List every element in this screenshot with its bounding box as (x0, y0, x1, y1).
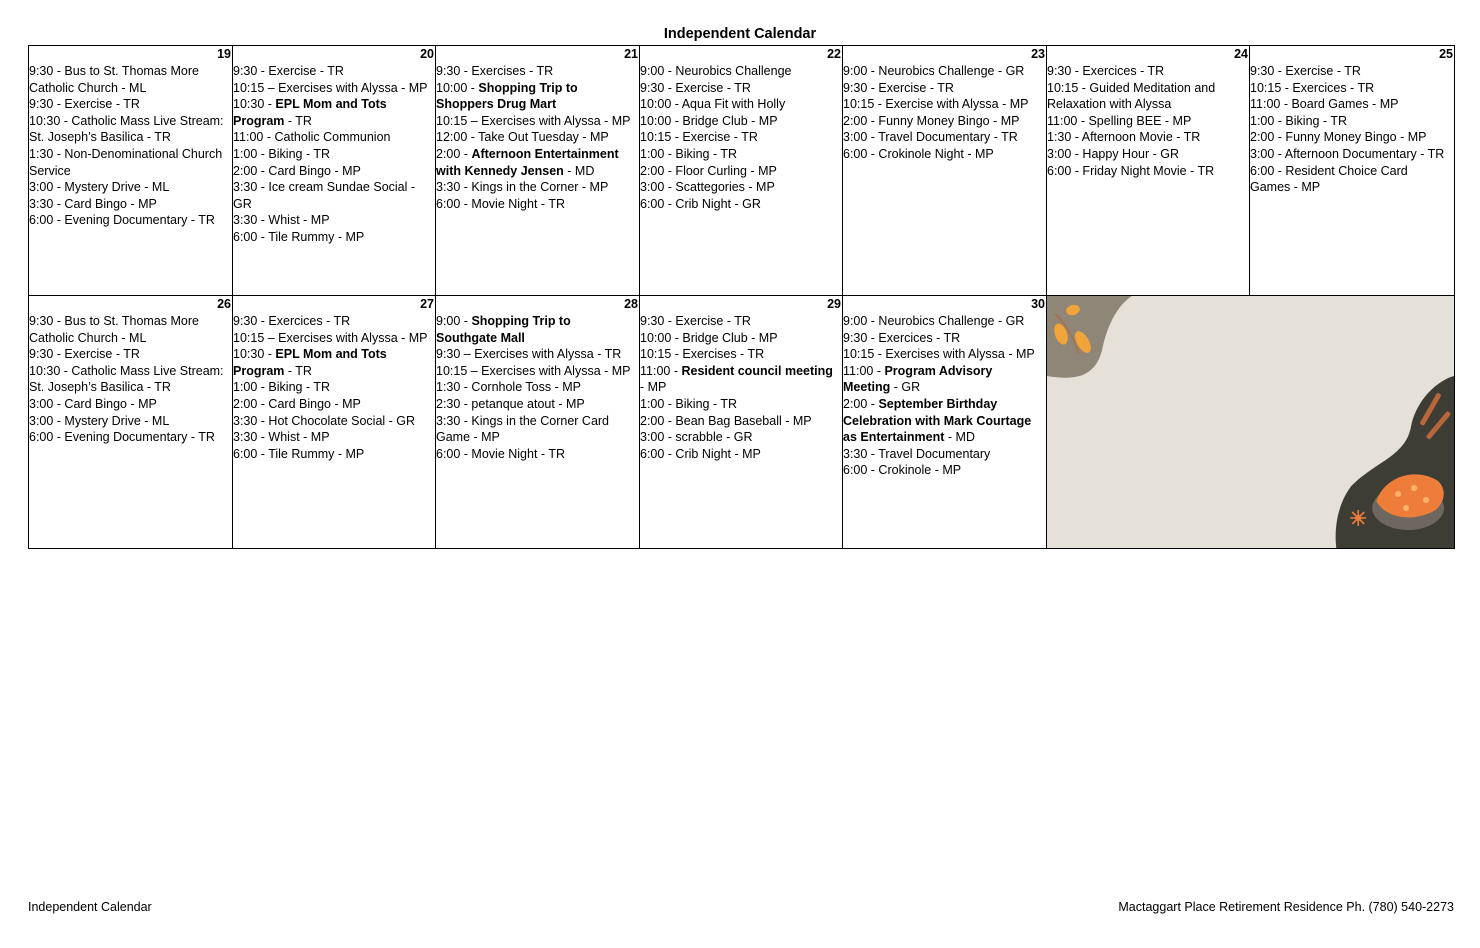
event-text: 9:30 - Exercices - TR (1047, 64, 1165, 78)
event-item (233, 212, 435, 229)
event-text: 1:00 - Biking - TR (233, 380, 331, 395)
event-highlight: Shopping Trip to Shoppers Drug Mart (436, 80, 578, 112)
day-cell (233, 46, 436, 296)
event-text: 9:30 - Exercises - TR (436, 64, 554, 78)
event-text: 6:00 - Crokinole - MP (843, 463, 962, 478)
event-text: - MD (944, 430, 975, 445)
event-item (1047, 80, 1249, 113)
event-item (640, 413, 842, 430)
event-text: 2:00 - (843, 396, 879, 411)
event-text: 9:30 - Exercise - TR (29, 347, 140, 362)
event-text: 3:00 - Travel Documentary - TR (843, 130, 1018, 145)
event-item (233, 429, 435, 446)
event-text: 1:30 - Cornhole Toss - MP (436, 380, 581, 395)
event-item (640, 129, 842, 146)
event-text: 10:15 – Exercises with Alyssa - MP (233, 330, 428, 345)
event-text: 6:00 - Resident Choice Card Games - MP (1250, 163, 1408, 195)
event-text: 10:15 - Exercises with Alyssa - MP (843, 347, 1035, 362)
event-item (640, 446, 842, 463)
event-item (640, 196, 842, 213)
footer-left-text: Independent Calendar (28, 900, 152, 914)
calendar-title: Independent Calendar (663, 26, 817, 42)
event-item (436, 379, 639, 396)
event-text: 3:30 - Kings in the Corner Card Game - MP (436, 413, 610, 445)
event-item (1047, 129, 1249, 146)
event-text: 10:15 - Guided Meditation and Relaxation with Alyssa (1047, 80, 1216, 112)
event-item (640, 346, 842, 363)
event-text: 3:00 - Happy Hour - GR (1047, 146, 1179, 161)
event-text: 10:15 – Exercises with Alyssa - MP (436, 113, 631, 128)
event-text: 11:00 - Spelling BEE - MP (1047, 113, 1192, 128)
event-item (436, 313, 639, 346)
event-item (233, 96, 435, 129)
event-item (640, 313, 842, 330)
event-item (233, 163, 435, 180)
event-text: 3:30 - Hot Chocolate Social - GR (233, 413, 416, 428)
event-item (640, 429, 842, 446)
event-text: 1:00 - Biking - TR (233, 146, 331, 161)
event-item (29, 146, 232, 179)
event-text: 3:30 - Whist - MP (233, 213, 330, 228)
event-item (843, 462, 1046, 479)
day-cell (29, 296, 233, 549)
event-item (29, 396, 232, 413)
event-item (29, 346, 232, 363)
event-item (233, 80, 435, 97)
event-text: 3:30 - Ice cream Sundae Social - GR (233, 180, 416, 211)
event-text: 3:00 - Afternoon Documentary - TR (1250, 146, 1445, 161)
event-text: 10:15 – Exercises with Alyssa - MP (233, 80, 428, 95)
event-text: 3:00 - Scattegories - MP (640, 180, 775, 195)
event-highlight: Resident council meeting (681, 363, 833, 378)
event-text: 6:00 - Crokinole Night - MP (843, 146, 994, 161)
event-text: 1:00 - Biking - TR (640, 396, 738, 411)
event-text: 10:00 - Aqua Fit with Holly (640, 97, 786, 112)
event-item (29, 363, 232, 396)
event-item (1047, 63, 1249, 80)
event-item (233, 379, 435, 396)
event-text: - TR (284, 363, 312, 378)
event-item (1047, 163, 1249, 180)
event-item (436, 80, 639, 113)
event-text: 6:00 - Evening Documentary - TR (29, 213, 215, 228)
event-text: 9:30 - Exercices - TR (233, 314, 351, 328)
event-item (436, 196, 639, 213)
event-text: 9:00 - (436, 314, 472, 328)
event-item (1047, 113, 1249, 130)
day-cell (1047, 46, 1250, 296)
event-item (640, 146, 842, 163)
week-row (29, 296, 1455, 549)
day-number: 22 (827, 47, 841, 61)
event-text: 11:00 - (640, 363, 682, 378)
event-item (1250, 63, 1454, 80)
event-text: 9:30 - Exercise - TR (640, 314, 751, 328)
event-highlight: EPL Mom and Tots Program (233, 347, 387, 378)
event-text: 9:30 – Exercises with Alyssa - TR (436, 347, 622, 362)
day-number: 29 (827, 297, 841, 311)
event-text: 3:30 - Whist - MP (233, 430, 330, 445)
event-text: 6:00 - Crib Night - GR (640, 196, 761, 211)
event-item (843, 330, 1046, 347)
event-text: 12:00 - Take Out Tuesday - MP (436, 130, 609, 145)
day-number: 26 (217, 297, 231, 311)
event-text: 2:30 - petanque atout - MP (436, 396, 585, 411)
event-item (843, 96, 1046, 113)
event-text: 2:00 - Funny Money Bingo - MP (843, 113, 1020, 128)
event-text: 9:00 - Neurobics Challenge - GR (843, 314, 1025, 328)
event-item (843, 113, 1046, 130)
event-text: 10:30 - (233, 347, 276, 362)
event-item (233, 63, 435, 80)
day-number: 27 (420, 297, 434, 311)
event-text: 10:30 - Catholic Mass Live Stream: St. Joseph’s Basilica - TR (29, 363, 224, 395)
event-item (640, 163, 842, 180)
event-text: 2:00 - Card Bingo - MP (233, 396, 361, 411)
day-cell (1250, 46, 1455, 296)
event-text: 9:00 - Neurobics Challenge (640, 64, 792, 78)
event-item (843, 313, 1046, 330)
event-text: 10:15 - Exercise - TR (640, 130, 758, 145)
day-cell (436, 46, 640, 296)
event-item (233, 413, 435, 430)
day-cell (843, 46, 1047, 296)
event-text: - TR (284, 113, 312, 128)
event-text: 2:00 - Bean Bag Baseball - MP (640, 413, 812, 428)
day-cell (233, 296, 436, 549)
event-item (29, 212, 232, 229)
event-item (1250, 80, 1454, 97)
calendar-grid (28, 45, 1455, 549)
event-text: - GR (890, 380, 921, 395)
event-text: - MP (640, 380, 667, 395)
event-text: 2:00 - Funny Money Bingo - MP (1250, 130, 1427, 145)
event-item (233, 129, 435, 146)
event-item (640, 113, 842, 130)
event-item (1250, 163, 1454, 196)
event-item (1047, 146, 1249, 163)
event-text: 1:00 - Biking - TR (1250, 113, 1348, 128)
day-number: 25 (1439, 47, 1453, 61)
event-text: 3:00 - Card Bingo - MP (29, 396, 157, 411)
day-cell (29, 46, 233, 296)
day-number: 30 (1031, 297, 1045, 311)
event-item (640, 96, 842, 113)
event-text: 3:30 - Kings in the Corner - MP (436, 180, 609, 195)
event-text: 10:15 - Exercices - TR (1250, 80, 1375, 95)
event-text: 9:30 - Exercise - TR (233, 64, 344, 78)
event-text: 2:00 - Floor Curling - MP (640, 163, 777, 178)
event-item (640, 396, 842, 413)
day-number: 21 (624, 47, 638, 61)
event-text: 9:30 - Exercise - TR (640, 80, 751, 95)
event-text: 9:30 - Exercise - TR (843, 80, 954, 95)
event-text: 9:00 - Neurobics Challenge - GR (843, 64, 1025, 78)
event-text: - MD (563, 163, 595, 178)
event-text: 3:00 - scrabble - GR (640, 430, 753, 445)
event-item (233, 346, 435, 379)
event-text: 10:15 - Exercises - TR (640, 347, 765, 362)
event-text: 10:00 - Bridge Club - MP (640, 113, 778, 128)
event-item (1250, 146, 1454, 163)
event-text: 10:15 - Exercise with Alyssa - MP (843, 97, 1029, 112)
day-number: 23 (1031, 47, 1045, 61)
event-text: 10:00 - (436, 80, 479, 95)
event-item (843, 80, 1046, 97)
event-item (436, 363, 639, 380)
day-cell (640, 46, 843, 296)
event-text: 1:30 - Afternoon Movie - TR (1047, 130, 1201, 145)
day-cell (640, 296, 843, 549)
event-item (29, 196, 232, 213)
autumn-illustration (1047, 296, 1454, 548)
event-item (640, 63, 842, 80)
event-item (29, 63, 232, 96)
event-item (436, 446, 639, 463)
event-item (436, 179, 639, 196)
event-item (843, 446, 1046, 463)
event-item (843, 63, 1046, 80)
event-text: 9:30 - Exercise - TR (29, 97, 140, 112)
event-text: 2:00 - (436, 146, 472, 161)
event-item (233, 330, 435, 347)
event-item (436, 396, 639, 413)
event-item (436, 113, 639, 130)
day-number: 28 (624, 297, 638, 311)
event-text: 9:30 - Exercices - TR (843, 330, 961, 345)
event-item (436, 146, 639, 179)
event-text: 6:00 - Tile Rummy - MP (233, 446, 365, 461)
event-item (29, 179, 232, 196)
event-item (1250, 113, 1454, 130)
event-highlight: September Birthday Celebration with Mark Courtage as Entertainment (843, 396, 1032, 445)
event-text: 9:30 - Exercise - TR (1250, 64, 1361, 78)
event-highlight: Shopping Trip to Southgate Mall (436, 314, 571, 345)
event-item (29, 96, 232, 113)
event-item (843, 146, 1046, 163)
event-item (1250, 129, 1454, 146)
event-text: 3:00 - Mystery Drive - ML (29, 180, 170, 195)
event-text: 6:00 - Evening Documentary - TR (29, 430, 215, 445)
event-item (640, 330, 842, 347)
event-item (436, 63, 639, 80)
event-text: 10:15 – Exercises with Alyssa - MP (436, 363, 631, 378)
event-text: 3:30 - Travel Documentary (843, 446, 991, 461)
event-item (233, 146, 435, 163)
event-item (843, 129, 1046, 146)
event-text: 6:00 - Friday Night Movie - TR (1047, 163, 1215, 178)
event-text: 11:00 - (843, 363, 885, 378)
event-text: 9:30 - Bus to St. Thomas More Catholic Church - ML (29, 64, 199, 95)
event-item (436, 413, 639, 446)
event-text: 6:00 - Movie Night - TR (436, 446, 565, 461)
event-text: 1:30 - Non-Denominational Church Service (29, 146, 223, 178)
event-text: 3:00 - Mystery Drive - ML (29, 413, 170, 428)
event-item (233, 396, 435, 413)
event-item (233, 446, 435, 463)
day-number: 24 (1234, 47, 1248, 61)
event-item (843, 396, 1046, 446)
event-text: 11:00 - Catholic Communion (233, 130, 391, 145)
autumn-decoration (1047, 296, 1455, 549)
event-text: 10:30 - (233, 97, 276, 112)
day-number: 20 (420, 47, 434, 61)
event-item (233, 313, 435, 330)
event-text: 10:30 - Catholic Mass Live Stream: St. Joseph’s Basilica - TR (29, 113, 224, 145)
event-text: 9:30 - Bus to St. Thomas More Catholic Church - ML (29, 314, 199, 345)
event-item (436, 346, 639, 363)
day-cell (843, 296, 1047, 549)
event-item (29, 113, 232, 146)
event-text: 3:30 - Card Bingo - MP (29, 196, 157, 211)
event-item (233, 229, 435, 246)
event-highlight: Program Advisory Meeting (843, 363, 993, 395)
day-cell (436, 296, 640, 549)
event-highlight: Afternoon Entertainment with Kennedy Jensen (436, 146, 619, 178)
event-text: 6:00 - Tile Rummy - MP (233, 229, 365, 244)
event-highlight: EPL Mom and Tots Program (233, 97, 387, 128)
event-item (640, 179, 842, 196)
event-text: 10:00 - Bridge Club - MP (640, 330, 778, 345)
event-item (640, 80, 842, 97)
star-anise-icon (1350, 510, 1366, 526)
week-row (29, 46, 1455, 296)
event-text: 6:00 - Movie Night - TR (436, 196, 565, 211)
event-item (233, 179, 435, 212)
event-item (640, 363, 842, 396)
event-item (436, 129, 639, 146)
event-item (29, 313, 232, 346)
event-item (29, 429, 232, 446)
day-number: 19 (217, 47, 231, 61)
event-item (843, 346, 1046, 363)
footer-right-text: Mactaggart Place Retirement Residence Ph. (780) 540-2273 (1118, 900, 1454, 914)
event-item (29, 413, 232, 430)
event-text: 1:00 - Biking - TR (640, 146, 738, 161)
event-text: 2:00 - Card Bingo - MP (233, 163, 361, 178)
event-item (1250, 96, 1454, 113)
event-text: 6:00 - Crib Night - MP (640, 446, 761, 461)
event-item (843, 363, 1046, 396)
event-text: 11:00 - Board Games - MP (1250, 97, 1399, 112)
